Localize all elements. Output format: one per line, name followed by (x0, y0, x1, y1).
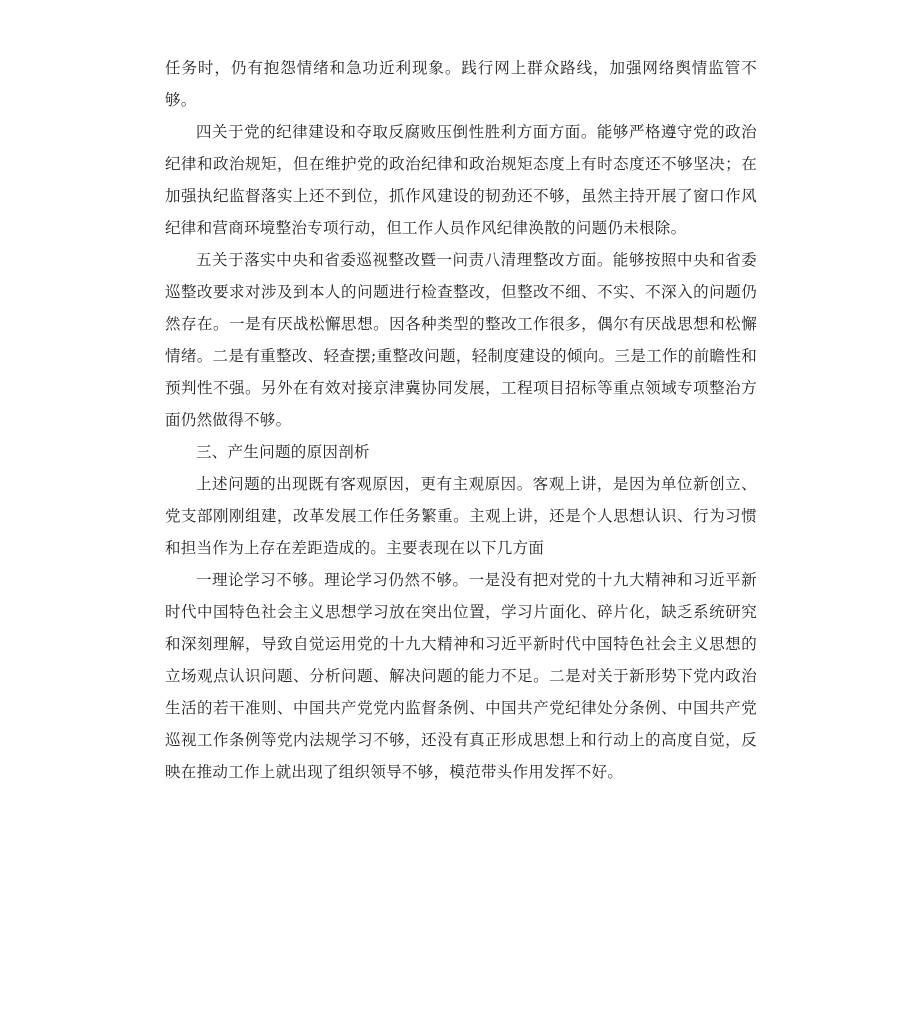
paragraph-theory-study: 一理论学习不够。理论学习仍然不够。一是没有把对党的十九大精神和习近平新时代中国特色社会主义思想学习放在突出位置，学习片面化、碎片化，缺乏系统研究和深刻理解，导致自觉运用党的十九大精神和习近平新时代中国特色社会主义思想的立场观点认识问题、分析问题、解决问题的能力不足。二是对关于新形势下党内政治生活的若干准则、中国共产党党内监督条例、中国共产党纪律处分条例、中国共产党巡视工作条例等党内法规学习不够，还没有真正形成思想上和行动上的高度自觉，反映在推动工作上就出现了组织领导不够，模范带头作用发挥不好。 (165, 571, 757, 781)
paragraph-causes-overview: 上述问题的出现既有客观原因，更有主观原因。客观上讲，是因为单位新创立、党支部刚刚组建，改革发展工作任务繁重。主观上讲，还是个人思想认识、行为习惯和担当作为上存在差距造成的。主要表现在以下几方面 (165, 475, 757, 557)
section-heading-cause-analysis: 三、产生问题的原因剖析 (196, 443, 370, 461)
paragraph-party-discipline: 四关于党的纪律建设和夺取反腐败压倒性胜利方面方面。能够严格遵守党的政治纪律和政治规矩，但在维护党的政治纪律和政治规矩态度上有时态度还不够坚决；在加强执纪监督落实上还不到位，抓作风建设的韧劲还不够，虽然主持开展了窗口作风纪律和营商环境整治专项行动，但工作人员作风纪律涣散的问题仍未根除。 (165, 123, 757, 237)
paragraph-inspection-rectification: 五关于落实中央和省委巡视整改暨一问责八清理整改方面。能够按照中央和省委巡整改要求对涉及到本人的问题进行检查整改，但整改不细、不实、不深入的问题仍然存在。一是有厌战松懈思想。因各种类型的整改工作很多，偶尔有厌战思想和松懈情绪。二是有重整改、轻查摆;重整改问题，轻制度建设的倾向。三是工作的前瞻性和预判性不强。另外在有效对接京津冀协同发展，工程项目招标等重点领域专项整治方面仍然做得不够。 (165, 251, 757, 429)
document-page (165, 52, 757, 788)
paragraph-continuation: 任务时，仍有抱怨情绪和急功近利现象。践行网上群众路线，加强网络舆情监管不够。 (165, 59, 757, 109)
